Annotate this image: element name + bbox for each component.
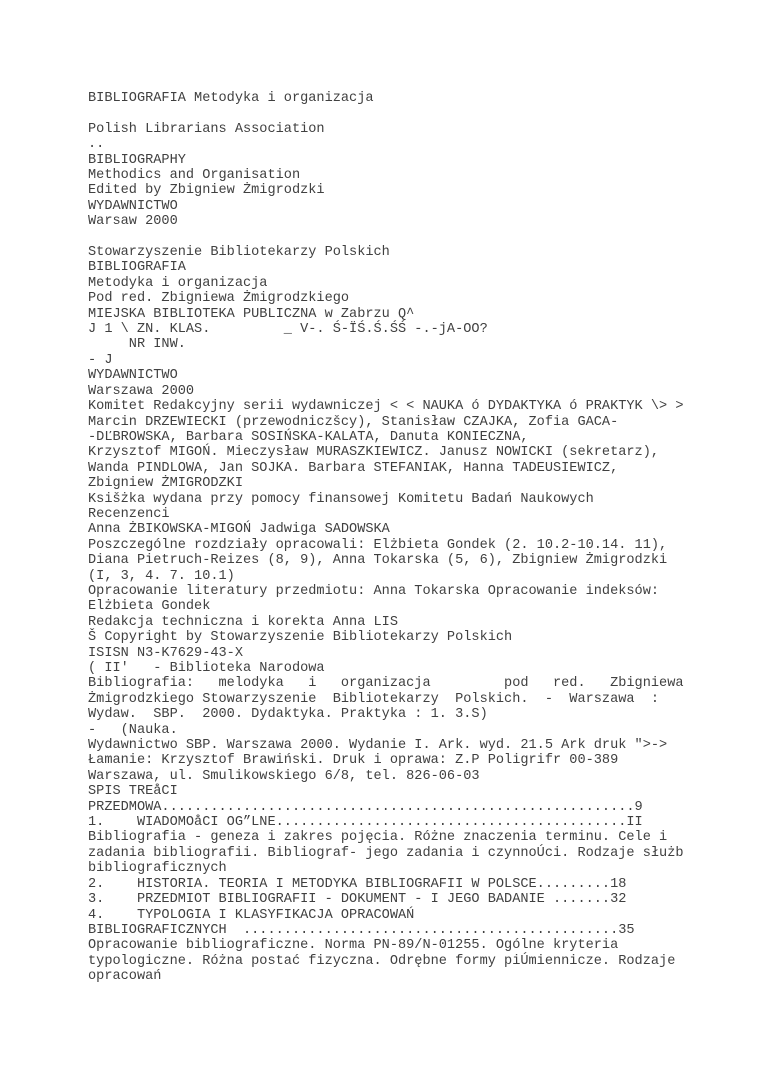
- text-line: Wanda PINDLOWA, Jan SOJKA. Barbara STEFANIAK, Hanna TADEUSIEWICZ,: [88, 460, 619, 476]
- text-line: ..: [88, 137, 105, 153]
- text-line: - (Nauka.: [88, 722, 178, 738]
- text-line: Redakcja techniczna i korekta Anna LIS: [88, 614, 398, 630]
- text-line: Edited by Zbigniew Żmigrodzki: [88, 183, 325, 199]
- text-line: [88, 230, 684, 245]
- text-line: Methodics and Organisation: [88, 168, 301, 184]
- text-line: - J: [88, 352, 113, 368]
- text-line: typologiczne. Różna postać fizyczna. Odrębne formy piÚmiennicze. Rodzaje: [88, 953, 676, 969]
- text-line: -DĽBROWSKA, Barbara SOSIŃSKA-KALATA, Danuta KONIECZNA,: [88, 429, 529, 445]
- text-line: Opracowanie bibliograficzne. Norma PN-89/N-01255. Ogólne kryteria: [88, 938, 619, 954]
- text-line: WYDAWNICTWO: [88, 198, 178, 214]
- text-line: (I, 3, 4. 7. 10.1): [88, 568, 235, 584]
- text-line: Š Copyright by Stowarzyszenie Bibliotekarzy Polskich: [88, 630, 513, 646]
- text-line: Bibliografia - geneza i zakres pojęcia. Różne znaczenia terminu. Cele i: [88, 830, 668, 846]
- text-line: WYDAWNICTWO: [88, 368, 178, 384]
- text-line: Bibliografia: melodyka i organizacja pod red. Zbigniewa: [88, 676, 684, 692]
- text-line: Wydaw. SBP. 2000. Dydaktyka. Praktyka : 1. 3.S): [88, 707, 488, 723]
- text-line: Elżbieta Gondek: [88, 599, 211, 615]
- text-line: Poszczególne rozdziały opracowali: Elżbieta Gondek (2. 10.2-10.14. 11),: [88, 537, 668, 553]
- text-line: Marcin DRZEWIECKI (przewodniczšcy), Stanisław CZAJKA, Zofia GACA-: [88, 414, 619, 430]
- text-line: Ksišżka wydana przy pomocy finansowej Komitetu Badań Naukowych: [88, 491, 594, 507]
- text-line: BIBLIOGRAPHY: [88, 152, 186, 168]
- text-line: [88, 106, 684, 121]
- text-line: Warszawa 2000: [88, 383, 195, 399]
- text-line: Wydawnictwo SBP. Warszawa 2000. Wydanie I. Ark. wyd. 21.5 Ark druk ">->: [88, 738, 668, 754]
- text-line: Warsaw 2000: [88, 214, 178, 230]
- text-line: Stowarzyszenie Bibliotekarzy Polskich: [88, 245, 390, 261]
- text-line: MIEJSKA BIBLIOTEKA PUBLICZNA w Zabrzu Q^: [88, 306, 415, 322]
- text-line: Metodyka i organizacja: [88, 275, 268, 291]
- text-line: Komitet Redakcyjny serii wydawniczej < < NAUKA ó DYDAKTYKA ó PRAKTYK \> >: [88, 399, 684, 415]
- text-line: BIBLIOGRAFIA Metodyka i organizacja: [88, 91, 374, 106]
- text-line: Warszawa, ul. Smulikowskiego 6/8, tel. 826-06-03: [88, 768, 480, 784]
- text-line: BIBLIOGRAFICZNYCH ..............................................35: [88, 922, 635, 938]
- text-line: J 1 \ ZN. KLAS. _ V-. Ś-ÏŚ.Ś.ŚŚ -.-jA-OO?: [88, 322, 488, 338]
- text-line: Żmigrodzkiego Stowarzyszenie Bibliotekarzy Polskich. - Warszawa :: [88, 691, 660, 707]
- text-line: 2. HISTORIA. TEORIA I METODYKA BIBLIOGRAFII W POLSCE.........18: [88, 876, 627, 892]
- text-line: SPIS TREåCI: [88, 784, 178, 800]
- text-line: 3. PRZEDMIOT BIBLIOGRAFII - DOKUMENT - I JEGO BADANIE .......32: [88, 892, 627, 908]
- text-line: zadania bibliografii. Bibliograf- jego zadania i czynnoÚci. Rodzaje służb: [88, 845, 684, 861]
- text-line: Recenzenci: [88, 506, 170, 522]
- text-line: 4. TYPOLOGIA I KLASYFIKACJA OPRACOWAŃ: [88, 907, 415, 923]
- text-line: ISISN N3-K7629-43-X: [88, 645, 243, 661]
- text-line: Polish Librarians Association: [88, 121, 325, 137]
- text-line: Łamanie: Krzysztof Brawiński. Druk i oprawa: Z.P Poligrifr 00-389: [88, 753, 619, 769]
- text-line: NR INW.: [88, 337, 186, 353]
- text-line: PRZEDMOWA..........................................................9: [88, 799, 643, 815]
- text-line: Anna ŻBIKOWSKA-MIGOŃ Jadwiga SADOWSKA: [88, 522, 390, 538]
- text-line: Opracowanie literatury przedmiotu: Anna Tokarska Opracowanie indeksów:: [88, 583, 660, 599]
- text-line: Pod red. Zbigniewa Żmigrodzkiego: [88, 291, 350, 307]
- text-line: bibliograficznych: [88, 861, 227, 877]
- text-line: opracowań: [88, 969, 162, 985]
- text-line: BIBLIOGRAFIA: [88, 260, 186, 276]
- text-line: ( II' - Biblioteka Narodowa: [88, 661, 325, 676]
- text-line: Diana Pietruch-Reizes (8, 9), Anna Tokarska (5, 6), Zbigniew Żmigrodzki: [88, 553, 668, 569]
- text-line: 1. WIADOMOåCI OG”LNE...........................................II: [88, 815, 643, 831]
- document-text-block: [88, 91, 684, 985]
- text-line: Krzysztof MIGOŃ. Mieczysław MURASZKIEWICZ. Janusz NOWICKI (sekretarz),: [88, 445, 660, 461]
- text-line: Zbigniew ŻMIGRODZKI: [88, 476, 243, 492]
